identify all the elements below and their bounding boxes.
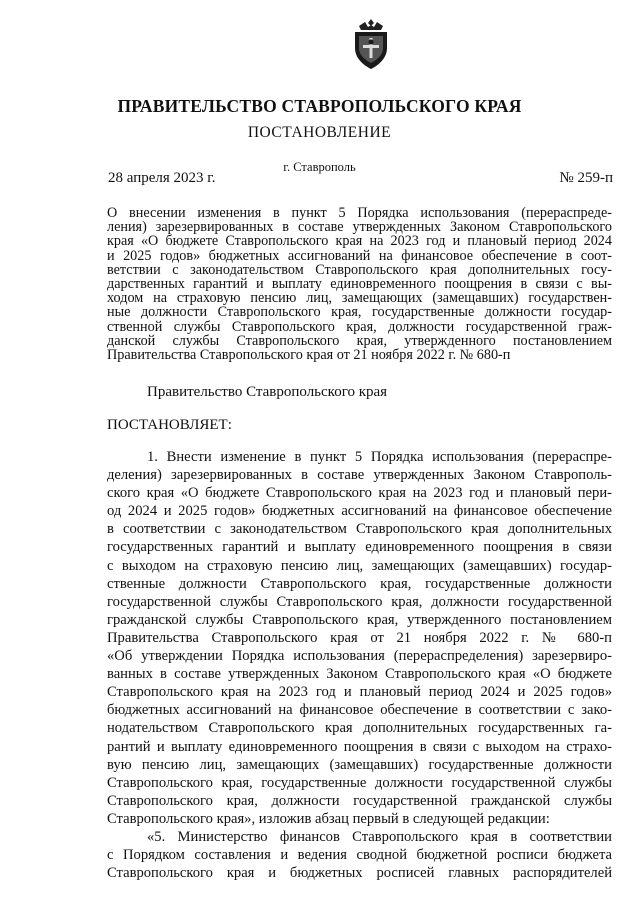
body-line: од 2024 и 2025 годов» бюджетных ассигнований на финансовое обеспечение <box>107 503 612 520</box>
body-line: с выходом на страховую пенсию лиц, замещающих (замещавших) государ- <box>107 557 612 574</box>
body-line: Правительства Ставропольского края от 21 ноября 2022 г. № 680-п <box>107 629 612 646</box>
body-line: в соответствии с законодательством Ставропольского края дополнительных <box>107 521 612 538</box>
subject-line: Правительства Ставропольского края от 21 ноября 2022 г. № 680-п <box>107 347 511 364</box>
body-line: бюджетных ассигнований на финансовое обеспечение в соответствии с зако- <box>107 702 612 719</box>
body-line: Ставропольского края, должности государственной гражданской службы <box>107 792 612 809</box>
body-line: государственных гарантий и выплату единовременного поощрения в связи <box>107 539 612 556</box>
body-line: «5. Министерство финансов Ставропольского края в соответствии <box>147 828 612 845</box>
body-line: Ставропольского края и бюджетных росписей главных распорядителей <box>107 865 612 882</box>
body-line: нодательством Ставропольского края дополнительных государственных га- <box>107 720 612 737</box>
subject-line: данской службы Ставропольского края, утвержденного постановлением <box>107 332 612 349</box>
body-line: ванных в составе утвержденных Законом Ставропольского края «О бюджете <box>107 666 612 683</box>
body-line: ственные должности Ставропольского края, государственные должности <box>107 575 612 592</box>
subject-line: ходом на страховую пенсию лиц, замещающих (замещавших) государствен- <box>107 290 612 307</box>
body-line: вую пенсию лиц, замещающих (замещавших) государственные должности <box>107 756 612 773</box>
subject-line: дарственных гарантий и выплату единовременного поощрения в связи с вы- <box>107 276 612 293</box>
subject-line: ные должности Ставропольского края, государственные должности государ- <box>107 304 612 321</box>
body-line: ского края «О бюджете Ставропольского края на 2023 год и плановый пери- <box>107 485 612 502</box>
resolution-text <box>107 448 612 882</box>
government-title: ПРАВИТЕЛЬСТВО СТАВРОПОЛЬСКОГО КРАЯ <box>117 96 522 116</box>
body-line: гражданской службы Ставропольского края, утвержденного постановлением <box>107 611 612 628</box>
document-number: № 259-п <box>559 170 613 186</box>
coat-of-arms-icon <box>353 18 389 70</box>
subject-line: ственной службы Ставропольского края, должности государственной граж- <box>107 318 612 335</box>
document-type: ПОСТАНОВЛЕНИЕ <box>247 124 392 141</box>
body-line: государственной службы Ставропольского края, должности государственной <box>107 593 612 610</box>
body-line: с Порядком составления и ведения сводной бюджетной росписи бюджета <box>107 847 612 864</box>
city-name: г. Ставрополь <box>283 160 356 174</box>
resolves-heading: ПОСТАНОВЛЯЕТ: <box>107 417 232 433</box>
subject-line: О внесении изменения в пункт 5 Порядка использования (перераспреде- <box>107 205 612 221</box>
issuing-body: Правительство Ставропольского края <box>147 384 388 400</box>
body-line: деления) зарезервированных в составе утвержденных Законом Ставрополь- <box>107 467 612 484</box>
body-line: Ставропольского края, государственные должности государственной службы <box>107 774 612 791</box>
subject-line: края «О бюджете Ставропольского края на 2023 год и плановый период 2024 <box>107 233 612 250</box>
body-line: рантий и выплату единовременного поощрения в связи с выходом на страхо- <box>107 738 612 755</box>
body-line: Ставропольского края на 2023 год и плановый период 2024 и 2025 годов» <box>107 684 612 701</box>
document-date: 28 апреля 2023 г. <box>108 170 216 186</box>
document-subject <box>107 206 612 362</box>
subject-line: ветствии с законодательством Ставропольского края дополнительных госу- <box>107 261 612 278</box>
subject-line: и 2025 годов» бюджетных ассигнований на финансовое обеспечение в соот- <box>107 247 612 264</box>
body-line: «Об утверждении Порядка использования (перераспределения) зарезервиро- <box>107 648 612 665</box>
subject-line: ления) зарезервированных в составе утвержденных Законом Ставропольского <box>107 219 612 236</box>
body-line: 1. Внести изменение в пункт 5 Порядка использования (перераспре- <box>147 449 612 465</box>
body-line: Ставропольского края», изложив абзац первый в следующей редакции: <box>107 810 550 827</box>
